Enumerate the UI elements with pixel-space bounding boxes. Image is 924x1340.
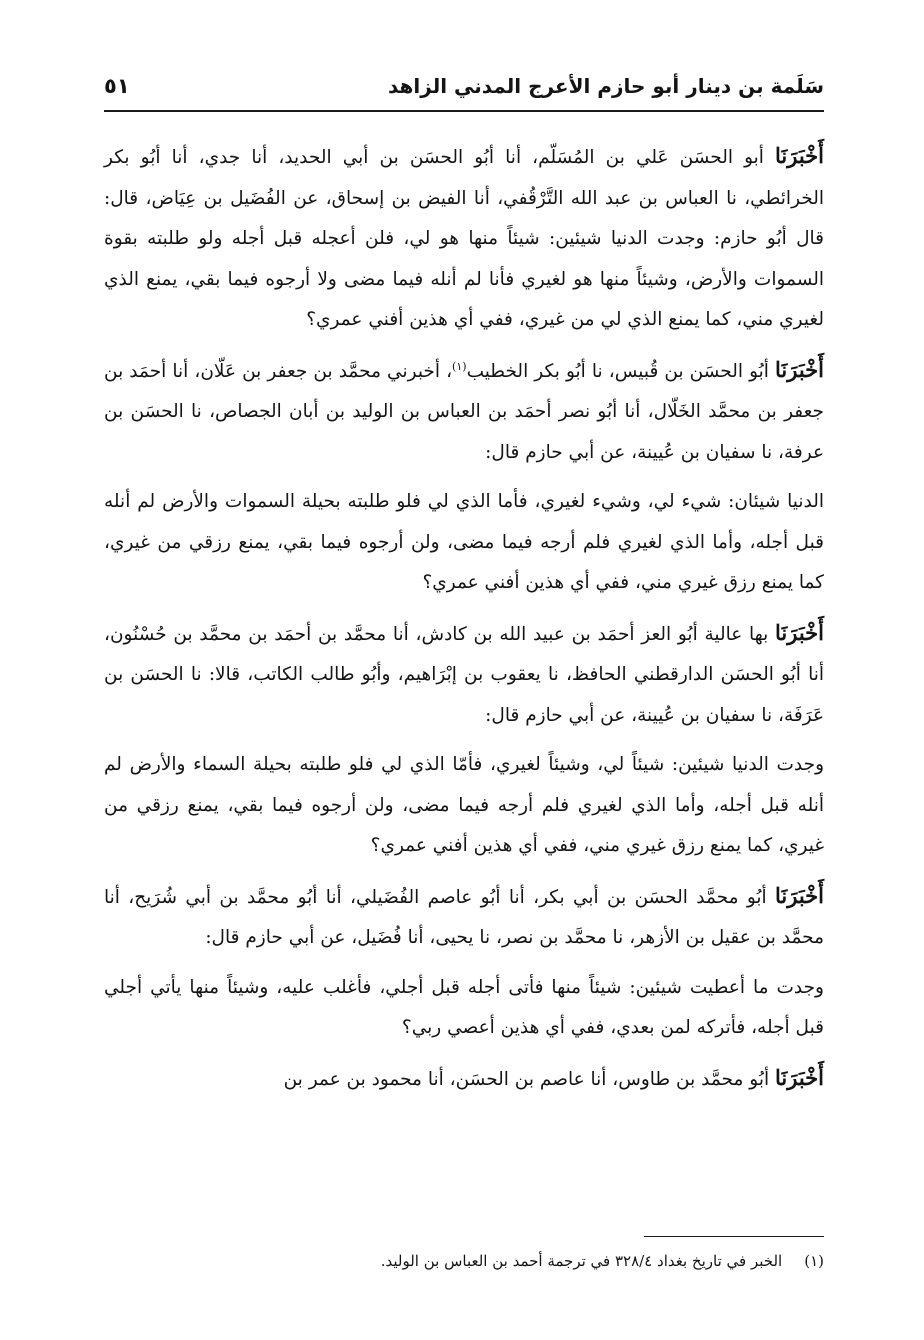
quote-paragraph-3 [104, 968, 824, 1049]
page-number: ٥١ [104, 74, 130, 98]
page-body [104, 136, 824, 1109]
quote-paragraph-2 [104, 745, 824, 867]
paragraph-text: ، أخبرني محمَّد بن جعفر بن عَلّان، أنا أحمَد بن جعفر بن محمَّد الخَلّال، أنا أبُو نصر أحمَد بن العباس بن الوليد بن أبان الجصاص، نا الحسَن بن عرفة، نا سفيان بن عُيينة، عن أبي حازم قال: [104, 360, 824, 463]
footnote [104, 1248, 824, 1274]
paragraph-text: أبُو محمَّد بن طاوس، أنا عاصم بن الحسَن، أنا محمود بن عمر بن [283, 1068, 776, 1090]
paragraph-text: الدنيا شيئان: شيء لي، وشيء لغيري، فأما الذي لي فلو طلبته بحيلة السموات والأرض لم أنله قبل أجله، وأما الذي لغيري فلم أرجه فيما مضى، ولن أرجوه فيما بقي، يمنع رزقي من غيري، كما يمنع رزق غيري مني، ففي أي هذين أفني عمري؟ [104, 491, 824, 593]
footnote-text: الخبر في تاريخ بغداد ٣٢٨/٤ في ترجمة أحمد بن العباس بن الوليد. [380, 1252, 783, 1270]
footnote-rule [644, 1236, 824, 1237]
lead-word: أَخْبَرَنَا [775, 619, 824, 645]
paragraph-text: بها عالية أبُو العز أحمَد بن عبيد الله بن كادش، أنا محمَّد بن أحمَد بن محمَّد بن حُسْنُون، أنا أبُو الحسَن الدارقطني الحافظ، نا يعقوب بن إبْرَاهيم، وأبُو طالب الكاتب، قالا: نا الحسَن بن عَرَفَة، نا سفيان بن عُيينة، عن أبي حازم قال: [104, 623, 824, 726]
isnad-paragraph-5 [104, 1058, 824, 1101]
paragraph-text: أبُو محمَّد الحسَن بن أبي بكر، أنا أبُو عاصم الفُضَيلي، أنا أبُو محمَّد بن أبي شُرَيح، أنا محمَّد بن عقيل بن الأزهر، نا محمَّد بن نصر، نا يحيى، أنا فُضَيل، عن أبي حازم قال: [104, 886, 824, 948]
lead-word: أَخْبَرَنَا [775, 1064, 824, 1090]
isnad-paragraph-2 [104, 350, 824, 474]
isnad-paragraph-3 [104, 613, 824, 737]
paragraph-text: أبو الحسَن عَلي بن المُسَلّم، أنا أبُو الحسَن بن أبي الحديد، أنا جدي، أنا أبُو بكر الخرائطي، نا العباس بن عبد الله التَّرْقُفي، أنا الفيض بن إسحاق، عن الفُضَيل بن عِيَاض، قال: قال أبُو حازم: وجدت الدنيا شيئين: شيئاً منها هو لي، فلن أعجله قبل أجله ولو طلبته بقوة السموات والأرض، وشيئاً منها هو لغيري فأنا لم أنله فيما مضى ولا أرجوه فيما بقي، يمنع الذي لغيري مني، كما يمنع الذي لي من غيري، ففي أي هذين أفني عمري؟ [104, 147, 824, 330]
lead-word: أَخْبَرَنَا [775, 882, 824, 908]
header-rule [104, 110, 824, 112]
running-header [104, 66, 824, 106]
paragraph-text: وجدت الدنيا شيئين: شيئاً لي، وشيئاً لغيري، فأمّا الذي لي فلو طلبته بحيلة السماء والأرض لم أنله قبل أجله، وأما الذي لغيري فلم أرجه فيما مضى، ولن أرجوه فيما بقي، يمنع رزقي من غيري، كما يمنع رزق غيري مني، ففي أي هذين أفني عمري؟ [104, 754, 824, 856]
lead-word: أَخْبَرَنَا [775, 356, 824, 382]
footnote-mark: (١) [804, 1252, 824, 1270]
lead-word: أَخْبَرَنَا [775, 143, 824, 168]
running-title: سَلَمة بن دينار أبو حازم الأعرج المدني الزاهد [388, 74, 824, 98]
footnote-reference[interactable]: (١) [452, 359, 467, 373]
isnad-paragraph-1 [104, 136, 824, 341]
isnad-paragraph-4 [104, 876, 824, 959]
quote-paragraph-1 [104, 482, 824, 604]
paragraph-text: وجدت ما أعطيت شيئين: شيئاً منها فأتى أجله قبل أجلي، فأغلب عليه، وشيئاً منها يأتي أجلي قبل أجله، فأتركه لمن بعدي، ففي أي هذين أعصي ربي؟ [104, 976, 824, 1038]
paragraph-text: أبُو الحسَن بن قُبيس، نا أبُو بكر الخطيب [466, 360, 775, 382]
